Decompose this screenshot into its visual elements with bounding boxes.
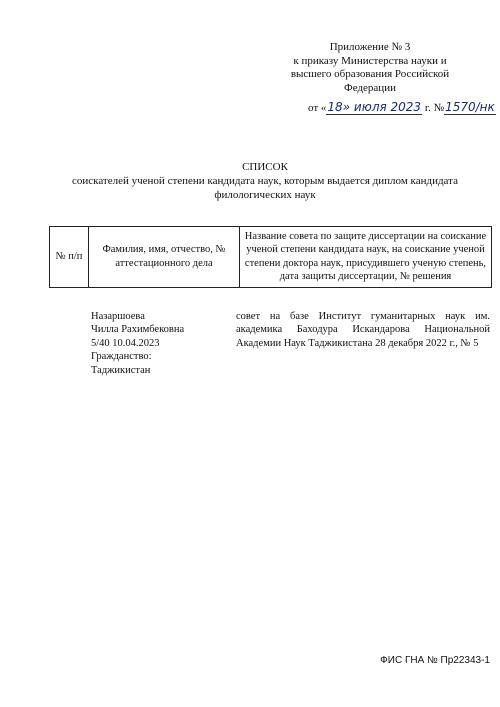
handwritten-order-number: 1570/нк (445, 100, 495, 114)
person-line: Таджикистан (91, 364, 151, 376)
order-mid: г. № (422, 102, 445, 114)
header-number: № п/п (50, 227, 89, 288)
appendix-line: Федерации (344, 81, 396, 94)
header-council: Название совета по защите диссертации на соискание ученой степени кандидата наук, на соискание ученой степени доктора наук, присудившего ученую степень, дата защиты диссертации, № решения (240, 227, 492, 288)
appendix-block (270, 41, 470, 95)
handwritten-order-date: 18» июля 2023 (327, 100, 422, 114)
person-line: Чилла Рахимбековна (91, 324, 185, 336)
person-line: Назаршоева (91, 311, 145, 322)
appendix-line: Приложение № 3 (329, 41, 411, 53)
person-cell (91, 310, 231, 377)
person-line: 5/40 10.04.2023 (91, 337, 160, 349)
document-title (30, 160, 500, 202)
person-line: Гражданство: (91, 351, 152, 363)
header-person: Фамилия, имя, отчество, № аттестационного дела (89, 227, 240, 288)
title-heading: СПИСОК (242, 161, 288, 173)
order-prefix: от « (308, 102, 327, 114)
table-header (49, 226, 492, 288)
order-reference (308, 101, 496, 115)
council-cell: совет на базе Институт гуманитарных наук им. академика Баходура Искандарова Национальной Академии Наук Таджикистана 28 декабря 2022 г., № 5 (236, 311, 490, 349)
appendix-line: к приказу Министерства науки и (293, 54, 447, 67)
footer-reference: ФИС ГНА № Пр22343-1 (380, 655, 490, 666)
appendix-line: высшего образования Российской (290, 68, 450, 81)
title-subtitle: соискателей ученой степени кандидата наук, которым выдается диплом кандидата филологических наук (72, 175, 458, 201)
